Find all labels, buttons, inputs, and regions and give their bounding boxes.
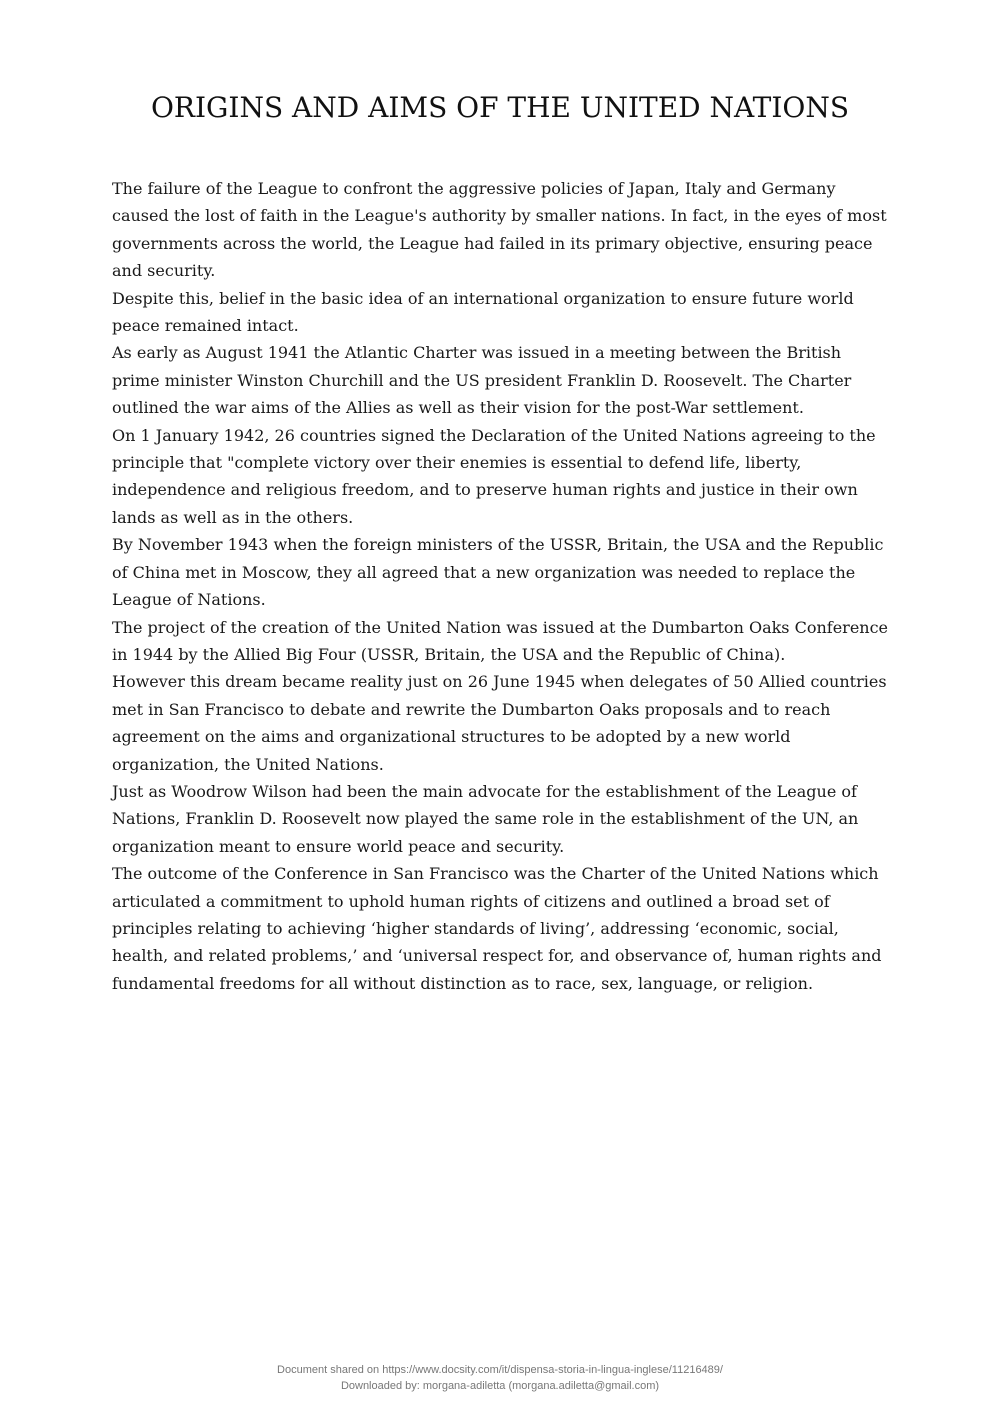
paragraph: The project of the creation of the United Nation was issued at the Dumbarton Oaks Conference in 1944 by the Allied Big Four (USSR, Britain, the USA and the Republic of China). [112, 617, 889, 664]
page-footer [0, 1362, 1000, 1394]
document-body [112, 175, 892, 997]
paragraph: The failure of the League to confront the aggressive policies of Japan, Italy and Germany caused the lost of faith in the League's authority by smaller nations. In fact, in the eyes of most governments across the world, the League had failed in its primary objective, ensuring peace and security. [112, 179, 887, 281]
paragraph: Just as Woodrow Wilson had been the main advocate for the establishment of the League of Nations, Franklin D. Roosevelt now played the same role in the establishment of the UN, an organization meant to ensure world peace and security. [112, 781, 859, 856]
paragraph: On 1 January 1942, 26 countries signed the Declaration of the United Nations agreeing to the principle that "complete victory over their enemies is essential to defend life, liberty, independence and religious freedom, and to preserve human rights and justice in their own lands as well as in the others. [112, 425, 876, 527]
paragraph: Despite this, belief in the basic idea of an international organization to ensure future world peace remained intact. [112, 288, 854, 336]
document-title: ORIGINS AND AIMS OF THE UNITED NATIONS [150, 91, 850, 124]
footer-shared-line: Document shared on https://www.docsity.com/it/dispensa-storia-in-lingua-inglese/11216489/ [277, 1364, 723, 1376]
paragraph: The outcome of the Conference in San Francisco was the Charter of the United Nations which articulated a commitment to uphold human rights of citizens and outlined a broad set of principles relating to achieving ‘higher standards of living’, addressing ‘economic, social, health, and related problems,’ and ‘universal respect for, and observance of, human rights and fundamental freedoms for all without distinction as to race, sex, language, or religion. [112, 864, 882, 993]
paragraph: By November 1943 when the foreign ministers of the USSR, Britain, the USA and the Republic of China met in Moscow, they all agreed that a new organization was needed to replace the League of Nations. [112, 535, 884, 610]
footer-downloaded-line: Downloaded by: morgana-adiletta (morgana.adiletta@gmail.com) [340, 1380, 660, 1392]
paragraph: As early as August 1941 the Atlantic Charter was issued in a meeting between the British prime minister Winston Churchill and the US president Franklin D. Roosevelt. The Charter outlined the war aims of the Allies as well as their vision for the post-War settlement. [112, 343, 852, 418]
paragraph: However this dream became reality just on 26 June 1945 when delegates of 50 Allied countries met in San Francisco to debate and rewrite the Dumbarton Oaks proposals and to reach agreement on the aims and organizational structures to be adopted by a new world organization, the United Nations. [112, 672, 887, 774]
